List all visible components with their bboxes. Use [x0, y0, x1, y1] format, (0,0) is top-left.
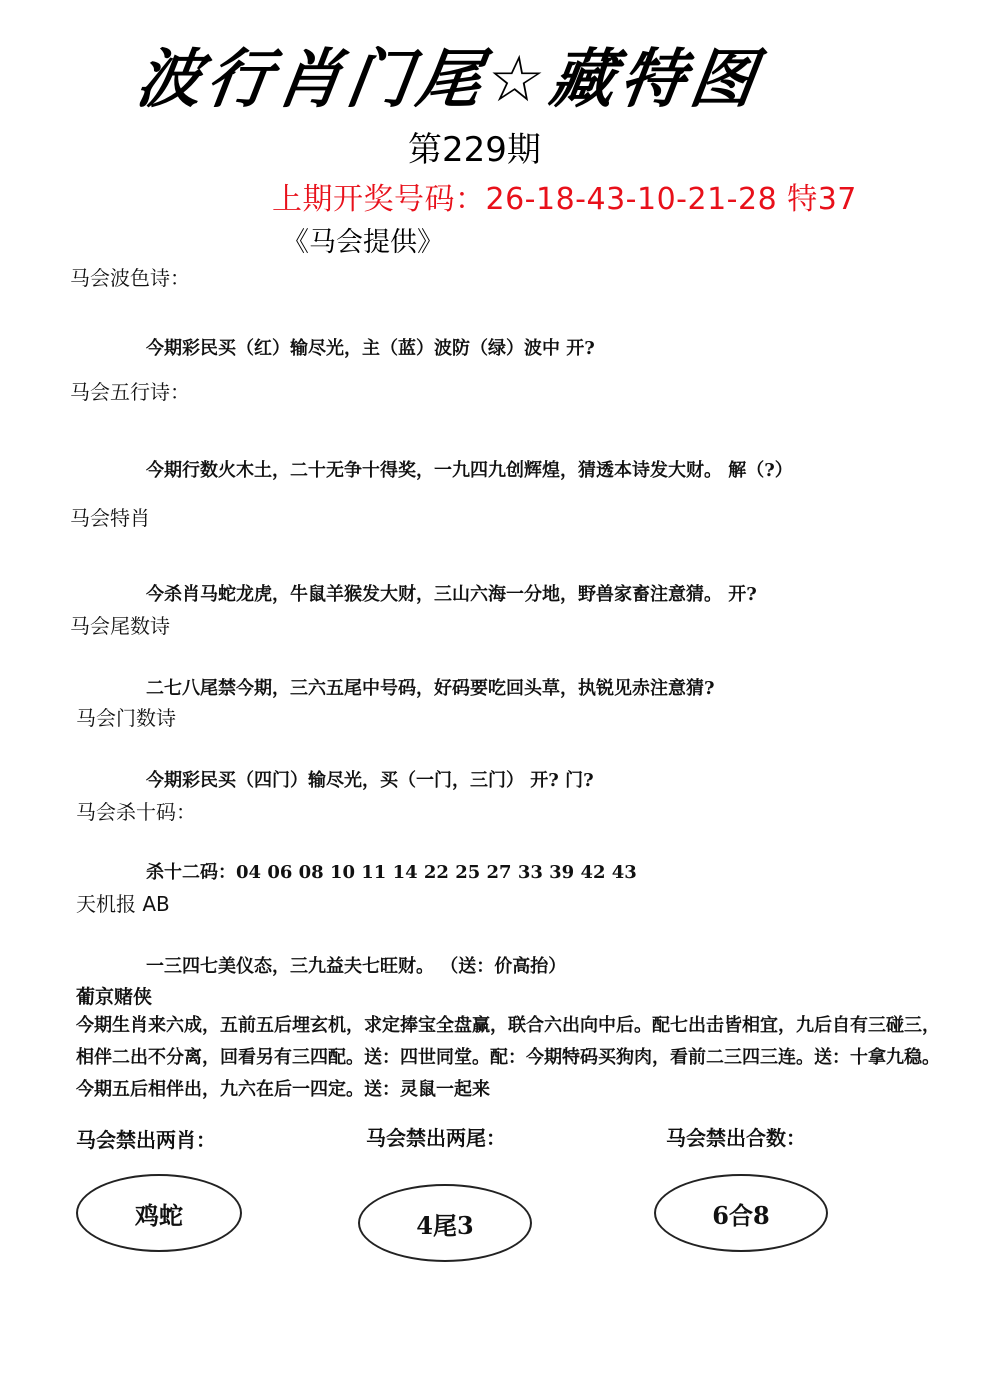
kill-twelve-numbers: 杀十二码：04 06 08 10 11 14 22 25 27 33 39 42 43 [146, 862, 637, 883]
section-heading-puking: 葡京赌侠 [76, 986, 153, 1008]
ban-sum-oval [654, 1174, 828, 1252]
last-draw-result: 上期开奖号码：26-18-43-10-21-28 特37 [272, 182, 857, 217]
ban-tail-value: 4尾3 [416, 1210, 474, 1240]
section-heading-door-number: 马会门数诗 [76, 706, 176, 730]
issue-number: 第229期 [408, 130, 541, 170]
provider-label: 《马会提供》 [282, 227, 444, 258]
ban-tail-label: 马会禁出两尾： [366, 1126, 506, 1150]
section-heading-special-zodiac: 马会特肖 [70, 506, 150, 530]
poem-special-zodiac: 今杀肖马蛇龙虎，牛鼠羊猴发大财，三山六海一分地，野兽家畜注意猜。 开? [146, 584, 757, 605]
poem-wave-color: 今期彩民买（红）输尽光，主（蓝）波防（绿）波中 开? [146, 338, 595, 359]
section-heading-kill-ten: 马会杀十码： [76, 800, 196, 824]
ban-sum-value: 6合8 [712, 1200, 770, 1230]
puking-paragraph: 今期生肖来六成，五前五后埋玄机，求定捧宝全盘赢，联合六出向中后。配七出击皆相宜，九后自有三碰三，相伴二出不分离，回看另有三四配。送：四世同堂。配：今期特码买狗肉，看前二三四三连。送：十拿九稳。今期五后相伴出，九六在后一四定。送：灵鼠一起来 [76, 1015, 940, 1100]
section-heading-wave-color: 马会波色诗： [70, 266, 190, 290]
poem-tail-number: 二七八尾禁今期，三六五尾中号码，好码要吃回头草，执锐见赤注意猜? [146, 678, 715, 699]
ban-sum-label: 马会禁出合数： [666, 1126, 806, 1150]
ban-tail-oval [358, 1184, 532, 1262]
page-title: 波行肖门尾☆藏特图 [131, 43, 766, 117]
poem-door-number: 今期彩民买（四门）输尽光，买（一门，三门） 开? 门? [146, 770, 594, 791]
section-heading-five-elements: 马会五行诗： [70, 380, 190, 404]
poem-five-elements: 今期行数火木土，二十无争十得奖，一九四九创辉煌，猜透本诗发大财。 解（?） [146, 460, 793, 481]
ban-zodiac-oval [76, 1174, 242, 1252]
section-heading-tail-number: 马会尾数诗 [70, 614, 170, 638]
section-heading-tianji: 天机报 AB [76, 892, 170, 916]
ban-zodiac-label: 马会禁出两肖： [76, 1128, 216, 1152]
poem-tianji: 一三四七美仪态，三九益夫七旺财。 （送：价高抬） [146, 956, 567, 977]
ban-zodiac-value: 鸡蛇 [135, 1200, 183, 1230]
